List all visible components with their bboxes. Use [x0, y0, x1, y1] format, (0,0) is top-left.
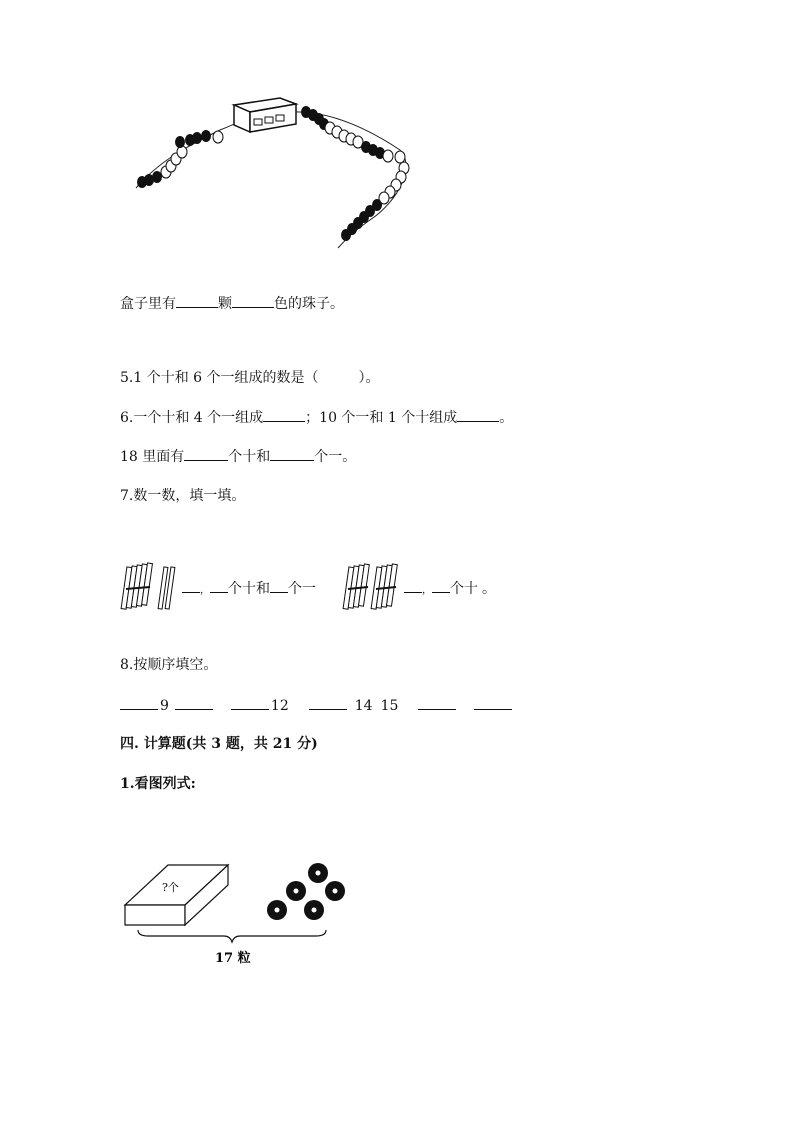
q7-right-line — [404, 580, 496, 600]
q7-left-line — [182, 580, 316, 600]
q6-text-e: 个十和 — [228, 449, 271, 465]
q7-blank-right-number[interactable] — [404, 580, 422, 593]
q8-blank-3[interactable] — [231, 697, 269, 710]
q7-right-comma: ， — [422, 585, 432, 596]
stick-bundle-left-figure — [122, 563, 182, 613]
stick-bundle-right-figure — [344, 563, 404, 613]
q8-num-12: 12 — [270, 698, 289, 714]
total-brace — [138, 930, 326, 942]
q8-sequence — [120, 697, 512, 715]
q7-blank-left-number[interactable] — [182, 580, 200, 593]
calc1-text: 看图列式: — [134, 776, 196, 792]
beads-right — [301, 106, 409, 241]
q6-text-c: 。 — [499, 410, 514, 426]
section-4-title: 四. 计算题(共 3 题，共 21 分) — [120, 736, 318, 752]
q6-text-d: 18 里面有 — [120, 449, 185, 465]
q6-blank-1[interactable] — [263, 409, 305, 422]
q6-text-b: ；10 个一和 1 个十组成 — [305, 410, 458, 426]
q6-line1 — [120, 409, 513, 427]
q6-blank-2[interactable] — [457, 409, 499, 422]
q4-text-1: 盒子里有 — [120, 296, 176, 312]
q5-text-a: 1 个十和 6 个一组成的数是（ — [133, 370, 319, 386]
q7-number: 7. — [120, 488, 134, 504]
q6-number: 6. — [120, 410, 134, 426]
bead-box — [234, 98, 296, 132]
q6-line2 — [120, 448, 356, 466]
q7-text: 数一数，填一填。 — [133, 488, 246, 504]
q7-left-comma: ， — [200, 585, 210, 596]
beads-left — [137, 130, 223, 188]
q4-blank-count[interactable] — [176, 295, 218, 308]
q7-blank-right-tens[interactable] — [432, 580, 450, 593]
q7-blank-left-tens[interactable] — [210, 580, 228, 593]
q8-text: 按顺序填空。 — [133, 657, 218, 673]
q8-num-15: 15 — [380, 698, 399, 714]
q5-text-b: ）。 — [358, 370, 380, 386]
q7-right-end: 。 — [482, 581, 496, 597]
q8-blank-6[interactable] — [474, 697, 512, 710]
calc1-number: 1. — [120, 776, 135, 792]
q8-number: 8. — [120, 657, 134, 673]
q7-left-tens-label: 个十和 — [228, 581, 270, 597]
balls — [267, 863, 345, 920]
q7-heading — [120, 487, 245, 505]
q8-blank-1[interactable] — [120, 697, 158, 710]
q6-text-f: 个一。 — [314, 449, 357, 465]
q5-line — [120, 369, 380, 387]
calc1-figure — [120, 860, 370, 970]
q7-left-ones-label: 个一 — [288, 581, 316, 597]
q6-blank-4[interactable] — [270, 448, 314, 461]
q4-blank-color[interactable] — [232, 295, 274, 308]
q8-blank-4[interactable] — [309, 697, 347, 710]
q4-line — [120, 295, 344, 313]
q4-text-3: 色的珠子。 — [274, 296, 344, 312]
bead-necklace-figure — [130, 90, 430, 255]
q8-num-9: 9 — [160, 698, 169, 714]
q6-text-a: 一个十和 4 个一组成 — [133, 410, 264, 426]
candy-box — [125, 865, 228, 925]
q7-right-tens-label: 个十 — [450, 581, 478, 597]
calc1-heading — [120, 775, 196, 793]
q7-blank-left-ones[interactable] — [270, 580, 288, 593]
q5-number: 5. — [120, 370, 134, 386]
calc1-total-label: 17 粒 — [215, 951, 251, 966]
q8-blank-2[interactable] — [175, 697, 213, 710]
q8-heading — [120, 656, 217, 674]
q8-num-14: 14 — [354, 698, 373, 714]
calc1-box-label: ?个 — [162, 881, 179, 894]
q6-blank-3[interactable] — [184, 448, 228, 461]
q4-text-2: 颗 — [218, 296, 232, 312]
q8-blank-5[interactable] — [418, 697, 456, 710]
